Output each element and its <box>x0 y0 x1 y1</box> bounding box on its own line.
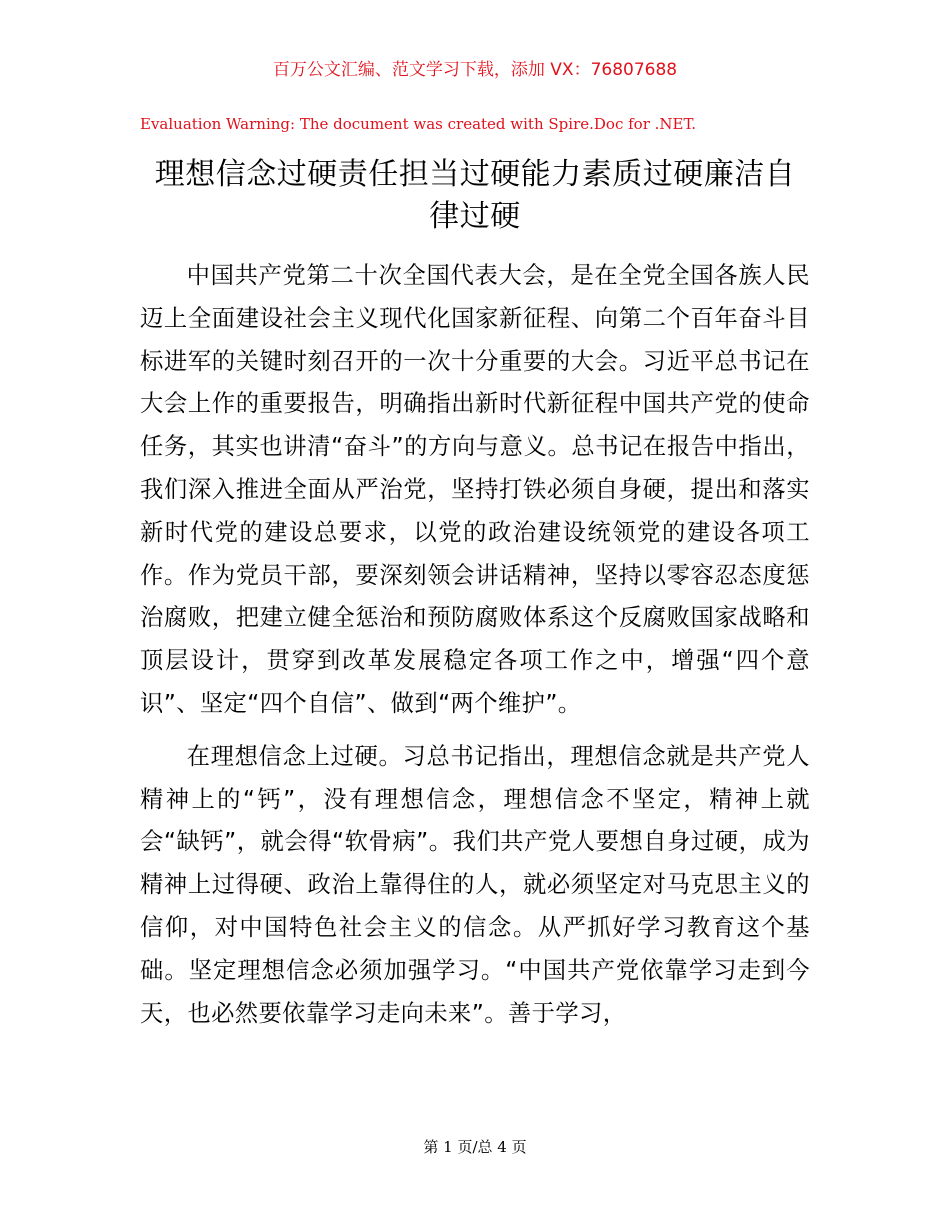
paragraph-1: 中国共产党第二十次全国代表大会，是在全党全国各族人民迈上全面建设社会主义现代化国家新征程、向第二个百年奋斗目标进军的关键时刻召开的一次十分重要的大会。习近平总书记在大会上作的重要报告，明确指出新时代新征程中国共产党的使命任务，其实也讲清“奋斗”的方向与意义。总书记在报告中指出，我们深入推进全面从严治党，坚持打铁必须自身硬，提出和落实新时代党的建设总要求，以党的政治建设统领党的建设各项工作。作为党员干部，要深刻领会讲话精神，坚持以零容忍态度惩治腐败，把建立健全惩治和预防腐败体系这个反腐败国家战略和顶层设计，贯穿到改革发展稳定各项工作之中，增强“四个意识”、坚定“四个自信”、做到“两个维护”。 <box>140 262 810 717</box>
paragraph-2: 在理想信念上过硬。习总书记指出，理想信念就是共产党人精神上的“钙”，没有理想信念，理想信念不坚定，精神上就会“缺钙”，就会得“软骨病”。我们共产党人要想自身过硬，成为精神上过得硬、政治上靠得住的人，就必须坚定对马克思主义的信仰，对中国特色社会主义的信念。从严抓好学习教育这个基础。坚定理想信念必须加强学习。“中国共产党依靠学习走到今天，也必然要依靠学习走向未来”。善于学习， <box>140 742 810 1027</box>
page-number: 第 1 页/总 4 页 <box>423 1138 527 1156</box>
document-body <box>140 255 810 1045</box>
document-title: 理想信念过硬责任担当过硬能力素质过硬廉洁自律过硬 <box>154 157 796 234</box>
promo-banner: 百万公文汇编、范文学习下载，添加 VX：76807688 <box>272 60 678 80</box>
evaluation-warning: Evaluation Warning: The document was created with Spire.Doc for .NET. <box>140 115 697 133</box>
